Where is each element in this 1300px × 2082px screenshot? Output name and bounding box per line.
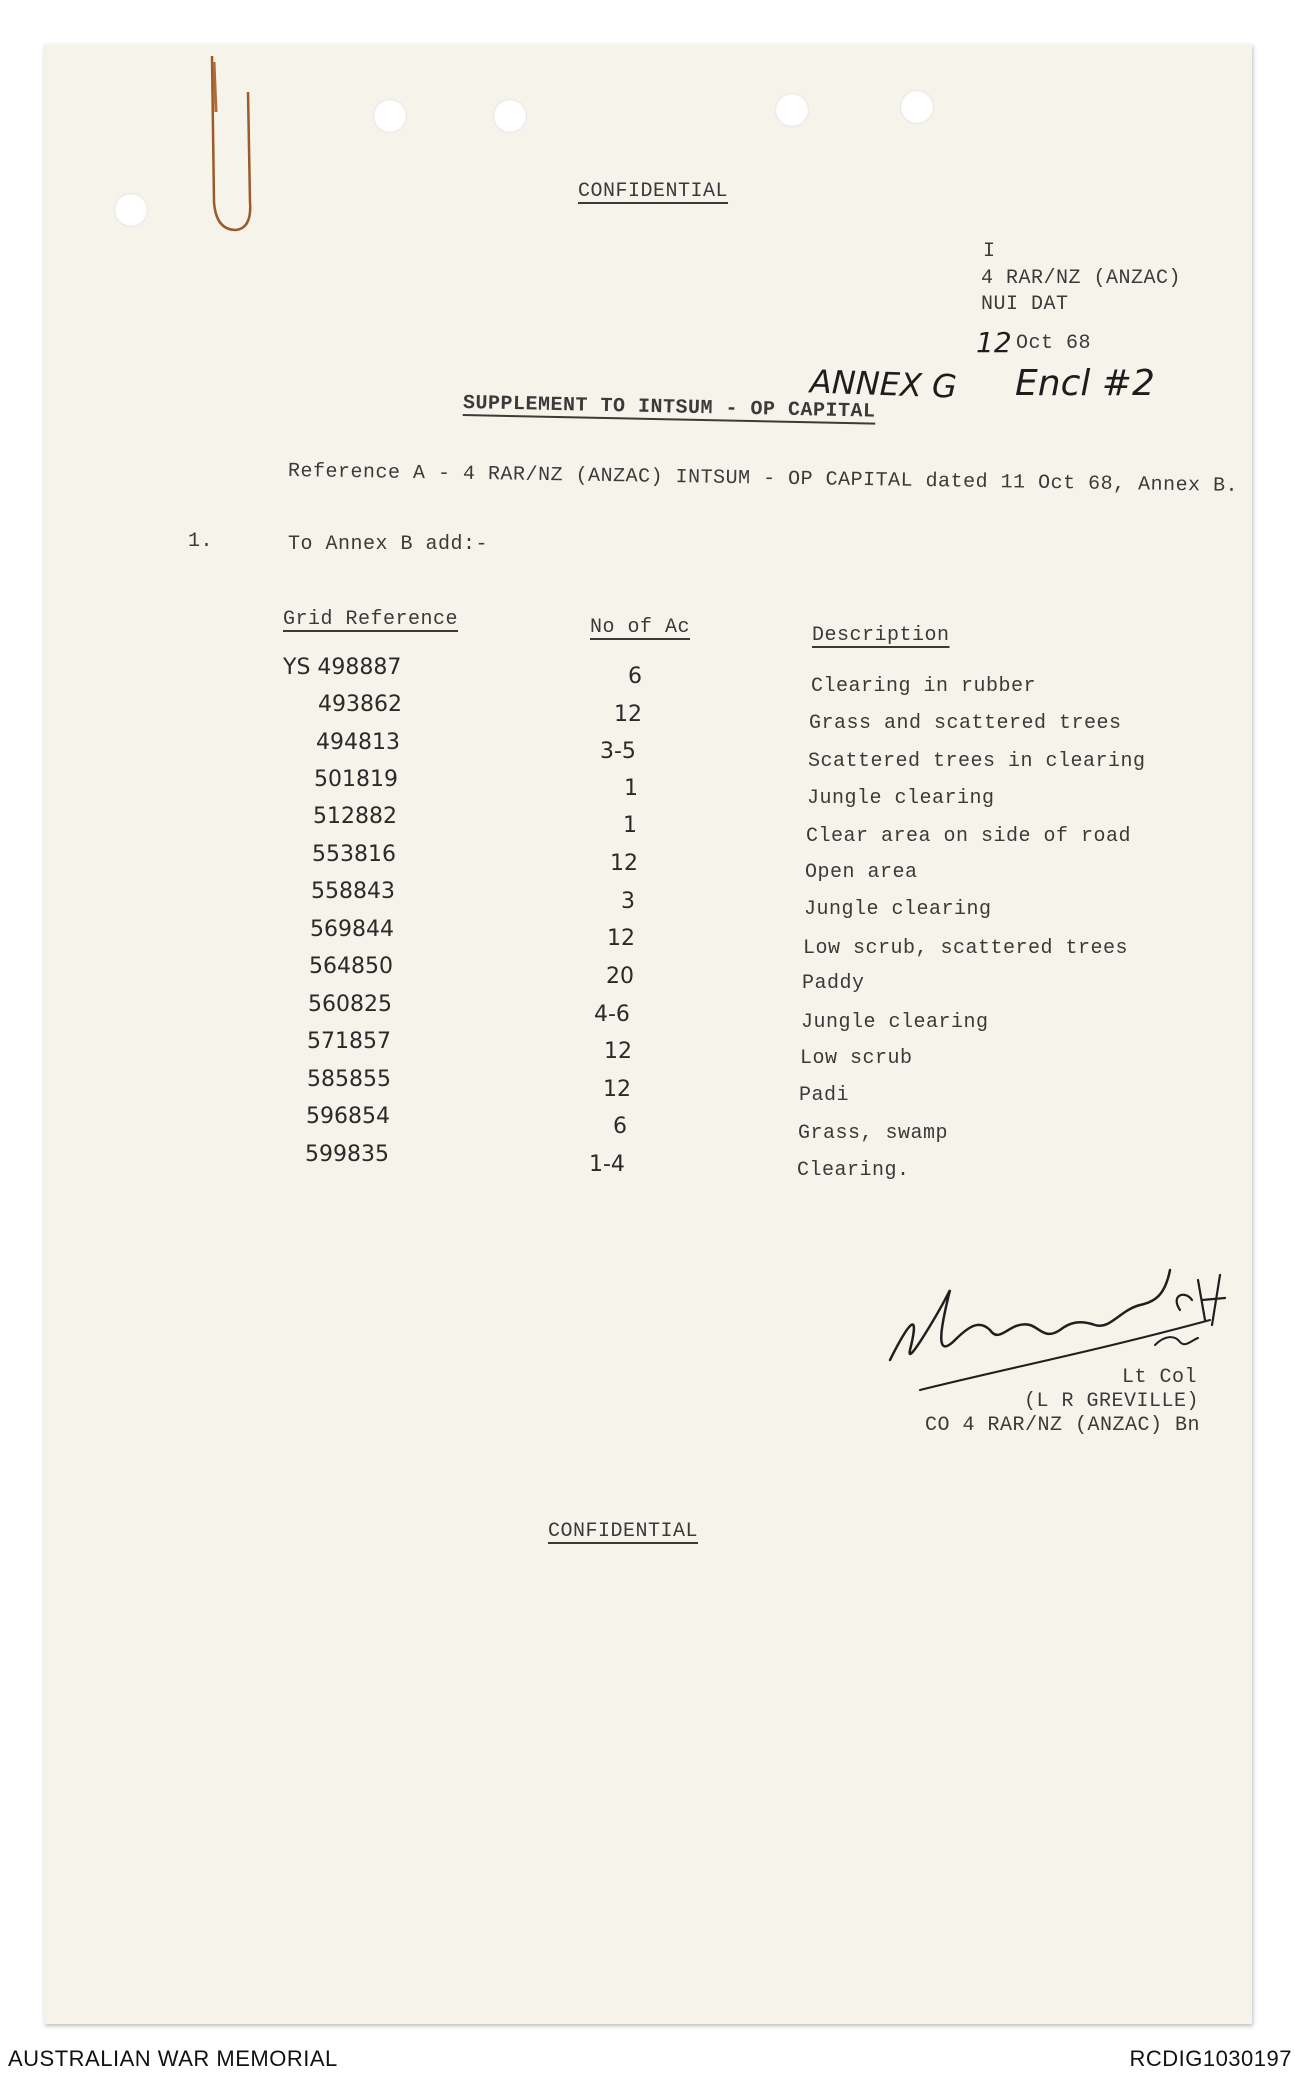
ac-count-cell: 20 bbox=[606, 964, 634, 989]
header-no-of-ac: No of Ac bbox=[590, 616, 691, 639]
signatory-name: (L R GREVILLE) bbox=[1024, 1390, 1200, 1413]
location: NUI DAT bbox=[981, 293, 1069, 316]
signatory-appointment: CO 4 RAR/NZ (ANZAC) Bn bbox=[925, 1414, 1201, 1437]
ac-count-cell: 12 bbox=[603, 1077, 631, 1102]
description-cell: Clearing in rubber bbox=[811, 675, 1037, 698]
classification-bottom: CONFIDENTIAL bbox=[548, 1520, 699, 1543]
grid-ref-cell: 560825 bbox=[308, 992, 392, 1017]
grid-ref-cell: 571857 bbox=[307, 1029, 391, 1054]
header-grid-reference: Grid Reference bbox=[283, 608, 459, 631]
grid-ref-cell: 553816 bbox=[312, 842, 396, 867]
ac-count-cell: 1 bbox=[623, 813, 637, 838]
description-cell: Scattered trees in clearing bbox=[808, 750, 1146, 773]
grid-ref-cell: 494813 bbox=[316, 730, 400, 755]
ac-count-cell: 12 bbox=[614, 702, 642, 727]
description-cell: Grass and scattered trees bbox=[809, 712, 1122, 735]
description-cell: Paddy bbox=[802, 972, 865, 995]
grid-ref-cell: 564850 bbox=[309, 954, 393, 979]
punch-hole bbox=[493, 99, 527, 133]
grid-ref-cell: 596854 bbox=[306, 1104, 390, 1129]
ac-count-cell: 6 bbox=[613, 1114, 627, 1139]
grid-ref-cell: 585855 bbox=[307, 1067, 391, 1092]
date: Oct 68 bbox=[1016, 332, 1092, 355]
punch-hole bbox=[900, 90, 934, 124]
punch-hole bbox=[114, 193, 148, 227]
description-cell: Low scrub bbox=[800, 1047, 913, 1070]
signatory-rank: Lt Col bbox=[1122, 1366, 1198, 1389]
document-title: SUPPLEMENT TO INTSUM - OP CAPITAL bbox=[462, 392, 876, 424]
description-cell: Grass, swamp bbox=[798, 1122, 949, 1145]
description-cell: Clear area on side of road bbox=[806, 825, 1132, 848]
ac-count-cell: 3-5 bbox=[600, 739, 636, 764]
date-day-handwritten: 12 bbox=[976, 326, 1012, 359]
description-cell: Jungle clearing bbox=[801, 1011, 989, 1034]
description-cell: Jungle clearing bbox=[807, 787, 995, 810]
paper-clip-mark bbox=[206, 52, 256, 237]
header-description: Description bbox=[812, 624, 950, 647]
ac-count-cell: 1 bbox=[624, 776, 638, 801]
description-cell: Padi bbox=[799, 1084, 850, 1107]
grid-ref-cell: 569844 bbox=[310, 917, 394, 942]
grid-ref-cell: 493862 bbox=[318, 692, 402, 717]
ac-count-cell: 3 bbox=[621, 889, 635, 914]
punch-hole bbox=[373, 99, 407, 133]
footer-right: RCDIG1030197 bbox=[1129, 2046, 1292, 2071]
description-cell: Clearing. bbox=[797, 1159, 910, 1182]
paragraph-number: 1. bbox=[188, 530, 214, 553]
grid-ref-cell: 512882 bbox=[313, 804, 397, 829]
ac-count-cell: 12 bbox=[610, 851, 638, 876]
unit-name: 4 RAR/NZ (ANZAC) bbox=[981, 267, 1182, 290]
punch-hole bbox=[775, 93, 809, 127]
footer-left: AUSTRALIAN WAR MEMORIAL bbox=[8, 2046, 338, 2071]
ac-count-cell: 4-6 bbox=[594, 1002, 630, 1027]
ac-count-cell: 12 bbox=[607, 926, 635, 951]
ac-count-cell: 12 bbox=[604, 1039, 632, 1064]
description-cell: Jungle clearing bbox=[804, 898, 992, 921]
enclosure-annotation: Encl #2 bbox=[1015, 363, 1155, 404]
grid-ref-cell: 501819 bbox=[314, 767, 398, 792]
ac-count-cell: 1-4 bbox=[589, 1152, 625, 1177]
ac-count-cell: 6 bbox=[628, 664, 642, 689]
description-cell: Low scrub, scattered trees bbox=[803, 937, 1129, 960]
annex-annotation: ANNEX G bbox=[809, 362, 958, 406]
grid-ref-cell: 599835 bbox=[305, 1142, 389, 1167]
grid-ref-cell: YS 498887 bbox=[283, 655, 402, 680]
copy-number: I bbox=[983, 240, 996, 263]
reference-line: Reference A - 4 RAR/NZ (ANZAC) INTSUM - OP CAPITAL dated 11 Oct 68, Annex B. bbox=[287, 460, 1239, 498]
description-cell: Open area bbox=[805, 861, 918, 884]
paragraph-text: To Annex B add:- bbox=[288, 533, 489, 556]
grid-ref-cell: 558843 bbox=[311, 879, 395, 904]
classification-top: CONFIDENTIAL bbox=[578, 180, 729, 203]
